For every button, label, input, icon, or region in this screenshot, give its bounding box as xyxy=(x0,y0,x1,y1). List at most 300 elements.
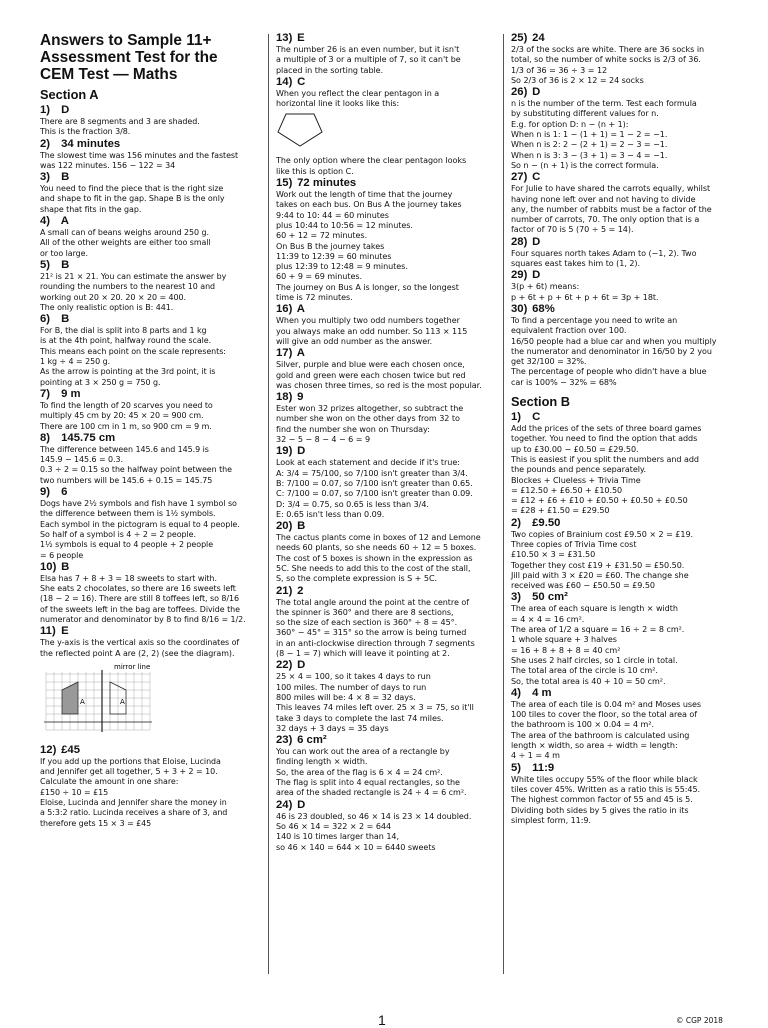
answer-text-line: received was £60 − £50.50 = £9.50 xyxy=(511,581,655,591)
answer-text-line: a 5:3:2 ratio. Lucinda receives a share of 3, and xyxy=(40,808,228,818)
column-2 xyxy=(276,32,498,853)
question-heading xyxy=(276,659,498,672)
answer-text-line: together. You need to find the option that adds xyxy=(511,434,698,444)
question-heading xyxy=(276,520,498,533)
answer-block xyxy=(511,236,733,270)
answer-text-line: On Bus B the journey takes xyxy=(276,241,385,251)
answer-text-line: so 46 × 140 = 644 × 10 = 6440 sweets xyxy=(276,842,436,852)
answer-text-line: So n − (n + 1) is the correct formula. xyxy=(511,160,659,170)
question-heading xyxy=(511,171,733,184)
section-b xyxy=(511,411,733,826)
answer-text-line: 360° − 45° = 315° so the arrow is being turned xyxy=(276,628,467,638)
question-number: 10) xyxy=(40,560,57,573)
answer-text-line: The only option where the clear pentagon looks xyxy=(276,156,467,166)
answer-text-line: Blockes + Clueless + Trivia Time xyxy=(511,475,641,485)
answer-text-line: multiply 45 cm by 20: 45 × 20 = 900 cm. xyxy=(40,411,204,421)
answer-text-line: 5C. She needs to add this to the cost of the stall, xyxy=(276,563,471,573)
svg-text:A: A xyxy=(80,697,85,706)
question-number: 4) xyxy=(511,686,522,699)
answer-text-line: White tiles occupy 55% of the floor while black xyxy=(511,774,698,784)
answer-text-line: For Julie to have shared the carrots equally, whilst xyxy=(511,184,711,194)
answer-text-line: of the sweets left in the bag are toffees. Divide the xyxy=(40,604,240,614)
answer-text-line: 60 + 12 = 72 minutes. xyxy=(276,231,368,241)
answer-block xyxy=(276,659,498,734)
question-heading xyxy=(40,138,262,151)
question-number: 29) xyxy=(511,269,528,282)
answer-text-line: placed in the sorting table. xyxy=(276,65,384,75)
answer-text-line: Jill paid with 3 × £20 = £60. The change she xyxy=(511,570,689,580)
answer-text-line: When n is 3: 3 − (3 + 1) = 3 − 4 = −1. xyxy=(511,150,668,160)
answer-text-line: 100 tiles to cover the floor, so the total area of xyxy=(511,710,698,720)
section-a-heading: Section A xyxy=(40,87,99,102)
question-number: 7) xyxy=(40,387,51,400)
column-1 xyxy=(40,32,262,829)
answer-block xyxy=(511,411,733,517)
answer-text-line: area of the shaded rectangle is 24 ÷ 4 = 6 cm². xyxy=(276,788,467,798)
answer-text-line: Work out the length of time that the journey xyxy=(276,190,453,200)
question-heading xyxy=(40,744,262,757)
answer-value: B xyxy=(61,258,70,271)
answer-text-line: equivalent fraction over 100. xyxy=(511,326,627,336)
answer-text-line: will give an odd number as the answer. xyxy=(276,336,433,346)
answer-text-line: Each symbol in the pictogram is equal to 4 people. xyxy=(40,519,240,529)
answer-text-line: car is 100% − 32% = 68% xyxy=(511,377,617,387)
answer-value: 2 xyxy=(297,584,304,597)
answer-text-line: = 4 × 4 = 16 cm². xyxy=(511,614,585,624)
answer-text-line: This leaves 74 miles left over. 25 × 3 = 75, so it'll xyxy=(276,703,474,713)
question-heading xyxy=(511,687,733,700)
answer-value: B xyxy=(61,313,70,326)
answer-value: 50 cm² xyxy=(532,591,568,604)
question-heading xyxy=(276,177,498,190)
svg-text:A: A xyxy=(120,697,125,706)
answer-text-line: To find the length of 20 scarves you need to xyxy=(40,400,213,410)
answer-text-line: The only realistic option is B: 441. xyxy=(40,302,174,312)
question-heading xyxy=(511,236,733,249)
answer-text-line: She eats 2 chocolates, so there are 16 sweets left xyxy=(40,584,236,594)
answer-text-line: The area of each tile is 0.04 m² and Moses uses xyxy=(511,699,702,709)
question-heading xyxy=(276,799,498,812)
answer-value: C xyxy=(532,411,541,424)
answer-text-line: takes on each bus. On Bus A the journey takes xyxy=(276,200,462,210)
answer-text-line: having none left over and not having to divide xyxy=(511,194,696,204)
question-heading xyxy=(40,104,262,117)
answer-text-line: working out 20 × 20. 20 × 20 = 400. xyxy=(40,292,186,302)
answer-value: £45 xyxy=(61,743,80,756)
answer-block xyxy=(40,215,262,259)
answer-text-line: was chosen three times, so red is the most popular. xyxy=(276,380,482,390)
question-number: 23) xyxy=(276,734,293,747)
answer-text-line: This is easiest if you split the numbers and add xyxy=(511,454,699,464)
question-number: 24) xyxy=(276,798,293,811)
answer-text-line: (8 − 1 = 7) which will leave it pointing at 2. xyxy=(276,649,450,659)
question-number: 1) xyxy=(40,104,51,116)
page-number: 1 xyxy=(378,1012,386,1028)
answer-value: E xyxy=(61,625,69,638)
answer-text-line: the spinner is 360° and there are 8 sections, xyxy=(276,607,454,617)
answer-text-line: like this is option C. xyxy=(276,166,354,176)
answer-text-line: The difference between 145.6 and 145.9 is xyxy=(40,444,209,454)
answer-text-line: The area of each square is length × width xyxy=(511,604,678,614)
pentagon-diagram xyxy=(276,110,498,154)
answer-text-line: There are 100 cm in 1 m, so 900 cm = 9 m. xyxy=(40,421,212,431)
answer-text-line: To find a percentage you need to write an xyxy=(511,315,678,325)
answer-text-line: A: 3/4 = 75/100, so 7/100 isn't greater than 3/4. xyxy=(276,468,468,478)
answer-text-line: E.g. for option D: n − (n + 1): xyxy=(511,119,629,129)
answer-text-line: = 16 + 8 + 8 + 8 = 40 cm² xyxy=(511,645,621,655)
answer-text-line: When you multiply two odd numbers together xyxy=(276,316,460,326)
question-number: 9) xyxy=(40,486,51,499)
answer-text-line: For B, the dial is split into 8 parts and 1 kg xyxy=(40,326,207,336)
question-number: 21) xyxy=(276,584,293,597)
answer-text-line: up to £30.00 − £0.50 = £29.50. xyxy=(511,444,639,454)
question-number: 11) xyxy=(40,625,56,638)
answer-text-line: All of the other weights are either too small xyxy=(40,238,211,248)
question-heading xyxy=(511,303,733,316)
answer-text-line: E: 0.65 isn't less than 0.09. xyxy=(276,509,385,519)
answer-block xyxy=(276,585,498,660)
answer-text-line: two numbers will be 145.6 + 0.15 = 145.75 xyxy=(40,475,213,485)
answer-text-line: Look at each statement and decide if it's true: xyxy=(276,458,460,468)
question-heading xyxy=(40,215,262,228)
answer-block xyxy=(511,687,733,762)
question-number: 13) xyxy=(276,32,293,44)
answer-block xyxy=(40,625,262,742)
question-heading xyxy=(276,585,498,598)
page-title xyxy=(40,32,262,83)
question-heading xyxy=(40,313,262,326)
answer-block xyxy=(511,269,733,303)
question-number: 8) xyxy=(40,431,51,444)
answer-block xyxy=(276,520,498,584)
answer-text-line: in an anti-clockwise direction through 7 segments xyxy=(276,638,475,648)
answer-text-line: or too large. xyxy=(40,248,88,258)
answer-text-line: so the size of each section is 360° ÷ 8 = 45°. xyxy=(276,618,458,628)
answer-text-line: and shape to fit in the gap. Shape B is the only xyxy=(40,194,225,204)
question-heading xyxy=(511,411,733,424)
answer-block xyxy=(40,259,262,313)
answer-block xyxy=(511,303,733,388)
answer-block xyxy=(276,445,498,520)
answer-value: 145.75 cm xyxy=(61,431,116,444)
answer-text-line: The area of the bathroom is calculated using xyxy=(511,730,690,740)
question-heading xyxy=(276,32,498,45)
answer-text-line: the pounds and pence separately. xyxy=(511,465,646,475)
answer-value: D xyxy=(61,104,70,116)
answer-block xyxy=(276,303,498,347)
question-number: 2) xyxy=(511,516,522,529)
answer-text-line: As the arrow is pointing at the 3rd point, it is xyxy=(40,367,216,377)
question-heading xyxy=(511,32,733,45)
question-number: 12) xyxy=(40,743,57,756)
answer-text-line: time is 72 minutes. xyxy=(276,293,353,303)
answer-value: 68% xyxy=(532,302,555,315)
answer-text-line: needs 60 plants, so she needs 60 ÷ 12 = 5 boxes. xyxy=(276,543,477,553)
answer-value: C xyxy=(297,75,306,88)
answer-text-line: is at the 4th point, halfway round the scale. xyxy=(40,336,212,346)
answer-text-line: The percentage of people who didn't have a blue xyxy=(511,367,707,377)
answer-block xyxy=(511,591,733,686)
answer-text-line: The highest common factor of 55 and 45 is 5. xyxy=(511,795,693,805)
question-number: 15) xyxy=(276,177,293,190)
answer-text-line: simplest form, 11:9. xyxy=(511,815,591,825)
answer-text-line: So 46 × 14 = 322 × 2 = 644 xyxy=(276,821,392,831)
answer-text-line: 3(p + 6t) means: xyxy=(511,282,580,292)
question-number: 27) xyxy=(511,171,528,184)
answer-text-line: length × width, so area ÷ width = length: xyxy=(511,741,678,751)
answer-text-line: 46 is 23 doubled, so 46 × 14 is 23 × 14 doubled. xyxy=(276,811,472,821)
answer-text-line: 800 miles will be: 4 × 8 = 32 days. xyxy=(276,692,416,702)
answer-value: 4 m xyxy=(532,686,552,699)
answer-text-line: p + 6t + p + 6t + p + 6t = 3p + 18t. xyxy=(511,292,659,302)
answer-text-line: You can work out the area of a rectangle by xyxy=(276,747,450,757)
answer-block xyxy=(40,138,262,172)
answer-text-line: the numerator and denominator in 16/50 by 2 you xyxy=(511,346,712,356)
answer-text-line: 0.3 ÷ 2 = 0.15 so the halfway point between the xyxy=(40,465,232,475)
answer-text-line: the bathroom is 100 × 0.04 = 4 m². xyxy=(511,720,655,730)
answer-block xyxy=(40,432,262,486)
answer-text-line: 21² is 21 × 21. You can estimate the answer by xyxy=(40,271,227,281)
answer-text-line: Silver, purple and blue were each chosen once, xyxy=(276,360,465,370)
answer-text-line: shape that fits in the gap. xyxy=(40,204,142,214)
answer-block xyxy=(276,347,498,391)
answer-text-line: You need to find the piece that is the right size xyxy=(40,184,224,194)
answer-block xyxy=(40,171,262,215)
answer-text-line: finding length × width. xyxy=(276,757,368,767)
answer-text-line: = £12.50 + £6.50 + £10.50 xyxy=(511,485,623,495)
answer-text-line: get 32/100 = 32%. xyxy=(511,357,587,367)
answer-value: B xyxy=(61,171,70,184)
question-number: 5) xyxy=(40,258,51,271)
answer-text-line: plus 10:44 to 10:56 = 12 minutes. xyxy=(276,220,413,230)
answer-text-line: So, the area of the flag is 6 × 4 = 24 cm². xyxy=(276,767,443,777)
answer-text-line: The number 26 is an even number, but it isn't xyxy=(276,45,460,54)
answer-text-line: The journey on Bus A is longer, so the longest xyxy=(276,282,459,292)
answer-text-line: D: 3/4 = 0.75, so 0.65 is less than 3/4. xyxy=(276,499,429,509)
answer-text-line: 4 ÷ 1 = 4 m xyxy=(511,751,560,761)
answer-text-line: gold and green were each chosen twice but red xyxy=(276,370,466,380)
answer-text-line: you always make an odd number. So 113 × 115 xyxy=(276,326,468,336)
question-number: 17) xyxy=(276,347,293,360)
answer-text-line: 1 kg ÷ 4 = 250 g. xyxy=(40,357,111,367)
answer-text-line: = 6 people xyxy=(40,550,84,560)
title-line: Assessment Test for the xyxy=(40,49,218,66)
question-number: 20) xyxy=(276,520,293,533)
answer-text-line: 25 × 4 = 100, so it takes 4 days to run xyxy=(276,672,431,682)
answer-text-line: 9:44 to 10: 44 = 60 minutes xyxy=(276,210,389,220)
answer-text-line: The cost of 5 boxes is shown in the expression as xyxy=(276,553,473,563)
answer-text-line: a multiple of 3 or a multiple of 7, so it can't be xyxy=(276,55,461,65)
answer-text-line: any, the number of rabbits must be a factor of the xyxy=(511,204,712,214)
reflection-diagram xyxy=(40,660,262,742)
copyright: © CGP 2018 xyxy=(676,1016,723,1025)
question-number: 3) xyxy=(511,591,522,604)
answer-text-line: Three copies of Trivia Time cost xyxy=(511,539,637,549)
answer-value: 6 cm² xyxy=(297,734,327,747)
answer-text-line: and Jennifer get all together, 5 + 3 + 2 = 10. xyxy=(40,767,218,777)
answer-text-line: A small can of beans weighs around 250 g. xyxy=(40,228,209,238)
answer-block xyxy=(511,86,733,171)
section-b-heading: Section B xyxy=(511,394,571,410)
question-number: 3) xyxy=(40,171,51,184)
answer-block xyxy=(511,517,733,592)
answer-text-line: = £28 + £1.50 = £29.50 xyxy=(511,506,610,516)
answer-text-line: find the number she won on Thursday: xyxy=(276,424,430,434)
question-heading xyxy=(40,171,262,184)
answer-text-line: If you add up the portions that Eloise, Lucinda xyxy=(40,756,221,766)
answer-text-line: Dogs have 2½ symbols and fish have 1 symbol so xyxy=(40,499,237,509)
question-number: 6) xyxy=(40,313,51,326)
answer-text-line: She uses 2 half circles, so 1 circle in total. xyxy=(511,655,678,665)
answer-block xyxy=(40,561,262,625)
column-3 xyxy=(511,32,733,826)
answer-text-line: Eloise, Lucinda and Jennifer share the money in xyxy=(40,798,227,808)
question-number: 14) xyxy=(276,75,293,88)
answer-text-line: This is the fraction 3/8. xyxy=(40,127,131,137)
question-heading xyxy=(511,269,733,282)
answer-text-line: So, the total area is 40 + 10 = 50 cm². xyxy=(511,676,666,686)
answer-value: D xyxy=(532,86,541,99)
answer-text-line: The flag is split into 4 equal rectangles, so the xyxy=(276,778,460,788)
question-heading xyxy=(40,259,262,272)
column-divider xyxy=(268,34,269,974)
answer-text-line: rounding the numbers to the nearest 10 and xyxy=(40,282,216,292)
answer-text-line: 1 whole square + 3 halves xyxy=(511,635,617,645)
section-a-continued xyxy=(511,32,733,388)
answer-text-line: 1½ symbols is equal to 4 people + 2 people xyxy=(40,540,214,550)
answer-text-line: The slowest time was 156 minutes and the fastest xyxy=(40,150,239,160)
answer-text-line: Four squares north takes Adam to (−1, 2). Two xyxy=(511,248,697,258)
answer-value: B xyxy=(297,520,306,533)
answer-block xyxy=(276,76,498,177)
answer-text-line: pointing at 3 × 250 g = 750 g. xyxy=(40,377,161,387)
answer-text-line: 2/3 of the socks are white. There are 36 socks in xyxy=(511,45,705,54)
answer-text-line: Ester won 32 prizes altogether, so subtract the xyxy=(276,404,464,414)
question-number: 30) xyxy=(511,302,528,315)
answer-value: D xyxy=(297,445,306,458)
question-heading xyxy=(276,445,498,458)
answer-text-line: 32 − 5 − 8 − 4 − 6 = 9 xyxy=(276,435,371,445)
title-line: CEM Test — Maths xyxy=(40,66,178,83)
answer-text-line: When n is 1: 1 − (1 + 1) = 1 − 2 = −1. xyxy=(511,130,668,140)
question-number: 22) xyxy=(276,659,293,672)
question-number: 19) xyxy=(276,445,293,458)
answer-text-line: Two copies of Brainium cost £9.50 × 2 = £19. xyxy=(511,529,694,539)
answer-text-line: the reflected point A are (2, 2) (see the diagram). xyxy=(40,648,235,658)
answer-text-line: So 2/3 of 36 is 2 × 12 = 24 socks xyxy=(511,75,644,85)
answer-block xyxy=(276,32,498,76)
answer-text-line: therefore gets 15 × 3 = £45 xyxy=(40,818,152,828)
question-heading xyxy=(276,347,498,360)
question-number: 25) xyxy=(511,32,528,44)
answer-text-line: numerator and denominator by 8 to find 8/16 = 1/2. xyxy=(40,614,246,624)
answer-text-line: by substituting different values for n. xyxy=(511,109,659,119)
answer-text-line: number of carrots, 70. The only option that is a xyxy=(511,215,700,225)
question-heading xyxy=(276,391,498,404)
answer-text-line: C: 7/100 = 0.07, so 7/100 isn't greater than 0.09. xyxy=(276,489,473,499)
answer-block xyxy=(511,32,733,86)
answer-text-line: Elsa has 7 + 8 + 3 = 18 sweets to start with. xyxy=(40,573,217,583)
answer-block xyxy=(276,391,498,445)
answer-text-line: (18 − 2 = 16). There are still 8 toffees left, so 8/16 xyxy=(40,594,239,604)
answer-text-line: The area of 1/2 a square = 16 ÷ 2 = 8 cm². xyxy=(511,625,685,635)
title-line: Answers to Sample 11+ xyxy=(40,32,212,49)
column-divider xyxy=(503,34,504,974)
answer-text-line: 145.9 − 145.6 = 0.3. xyxy=(40,455,123,465)
answer-text-line: So half of a symbol is 4 ÷ 2 = 2 people. xyxy=(40,529,196,539)
question-number: 5) xyxy=(511,761,522,774)
question-number: 28) xyxy=(511,235,528,248)
answer-text-line: squares east takes him to (1, 2). xyxy=(511,259,641,269)
answer-text-line: Add the prices of the sets of three board games xyxy=(511,424,702,434)
answer-text-line: factor of 70 is 5 (70 ÷ 5 = 14). xyxy=(511,225,634,235)
answer-text-line: S, so the complete expression is S + 5C. xyxy=(276,574,438,584)
answer-text-line: = £12 + £6 + £10 + £0.50 + £0.50 + £0.50 xyxy=(511,496,688,506)
answer-value: 24 xyxy=(532,32,545,44)
answer-text-line: 60 + 9 = 69 minutes. xyxy=(276,272,363,282)
answer-text-line: 140 is 10 times larger than 14, xyxy=(276,832,399,842)
mirror-line-label: mirror line xyxy=(114,662,151,671)
answer-value: D xyxy=(532,235,541,248)
answer-block xyxy=(40,486,262,561)
answer-value: 9 m xyxy=(61,387,81,400)
answer-text-line: There are 8 segments and 3 are shaded. xyxy=(40,117,200,126)
question-number: 4) xyxy=(40,215,51,228)
answer-text-line: number she won on the other days from 32 to xyxy=(276,414,460,424)
answer-block xyxy=(511,762,733,826)
answer-block xyxy=(40,744,262,829)
answer-text-line: tiles cover 45%. Written as a ratio this is 55:45. xyxy=(511,784,701,794)
coordinate-grid xyxy=(40,660,160,738)
answer-value: 72 minutes xyxy=(297,177,357,190)
question-heading xyxy=(40,625,262,638)
answer-value: £9.50 xyxy=(532,516,561,529)
question-heading xyxy=(40,432,262,445)
answer-text-line: When you reflect the clear pentagon in a xyxy=(276,88,440,98)
answer-value: A xyxy=(296,303,305,316)
question-number: 26) xyxy=(511,86,528,99)
answer-text-line: Dividing both sides by 5 gives the ratio in its xyxy=(511,805,689,815)
answer-text-line: 16/50 people had a blue car and when you multiply xyxy=(511,336,717,346)
answer-block xyxy=(40,388,262,432)
answer-value: D xyxy=(297,659,306,672)
answer-text-line: 32 days + 3 days = 35 days xyxy=(276,723,389,733)
answer-text-line: £10.50 × 3 = £31.50 xyxy=(511,550,596,560)
answer-value: 6 xyxy=(61,486,68,499)
answer-text-line: plus 12:39 to 12:48 = 9 minutes. xyxy=(276,262,408,272)
question-heading xyxy=(511,517,733,530)
answer-value: A xyxy=(60,215,69,228)
answer-text-line: Together they cost £19 + £31.50 = £50.50. xyxy=(511,560,685,570)
answer-value: 11:9 xyxy=(532,761,555,774)
question-heading xyxy=(276,76,498,89)
question-heading xyxy=(276,734,498,747)
answer-value: C xyxy=(532,171,541,184)
answer-value: D xyxy=(532,269,541,282)
question-heading xyxy=(276,303,498,316)
question-number: 1) xyxy=(511,411,522,424)
answer-block xyxy=(276,734,498,798)
answer-text-line: B: 7/100 = 0.07, so 7/100 isn't greater than 0.65. xyxy=(276,478,473,488)
answer-text-line: This means each point on the scale represents: xyxy=(40,346,226,356)
answer-text-line: When n is 2: 2 − (2 + 1) = 2 − 3 = −1. xyxy=(511,140,668,150)
question-number: 2) xyxy=(40,137,51,150)
answer-value: B xyxy=(61,560,70,573)
answer-value: 34 minutes xyxy=(61,137,121,150)
answer-block xyxy=(40,313,262,388)
answer-block xyxy=(276,799,498,853)
answer-text-line: The cactus plants come in boxes of 12 and Lemone xyxy=(276,533,481,543)
